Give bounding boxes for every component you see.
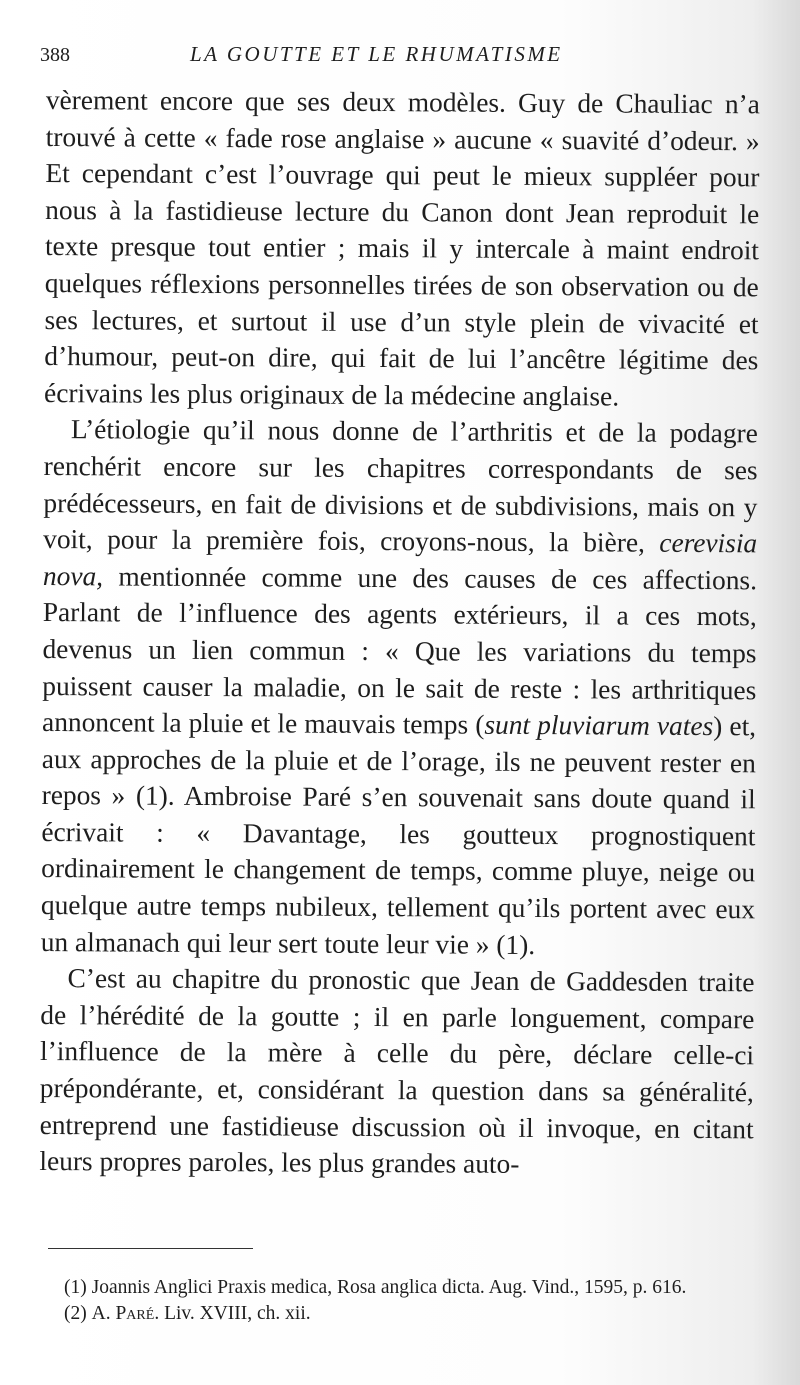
page-header	[40, 40, 760, 70]
paragraph-text: ) et, aux approches de la pluie et de l’orage, ils ne peuvent rester en repos » (1). Ambroise Paré s’en souvenait sans doute quand il écrivait : « Davantage, les goutteux prognostiquent ordinairement le changement de temps, comme pluye, neige ou quelque autre temps nubileux, tellement qu’ils portent avec eux un almanach qui leur sert toute leur vie » (1).	[40, 711, 757, 960]
footnote-marker: (1)	[64, 1277, 87, 1298]
paragraph-text: vèrement encore que ses deux modèles. Guy de Chauliac n’a trouvé à cette « fade rose anglaise » aucune « suavité d’odeur. » Et cependant c’est l’ouvrage qui peut le mieux suppléer pour nous à la fastidieuse lecture du Canon dont Jean reproduit le texte presque tout entier ; mais il y intercale à maint endroit quelques réflexions personnelles tirées de son observation ou de ses lectures, et surtout il use d’un style plein de vivacité et d’humour, peut-on dire, qui fait de lui l’ancêtre légitime des écrivains les plus originaux de la médecine anglaise.	[44, 84, 760, 412]
footnote	[48, 1275, 760, 1301]
paragraph-text: mentionnée comme une des causes de ces affections. Parlant de l’influence des agents extérieurs, il a ces mots, devenus un lien commun : « Que les variations du temps puissent causer la maladie, on le sait de reste : les arthritiques annoncent la pluie et le mauvais temps (	[41, 561, 758, 740]
paragraph-text: C’est au chapitre du pronostic que Jean de Gaddesden traite de l’hérédité de la goutte ; il en parle longuement, compare l’influence de la mère à celle du père, déclare celle-ci prépondérante, et, considérant la question dans sa généralité, entreprend une fastidieuse discussion où il invoque, en citant leurs propres paroles, les plus grandes auto-	[39, 963, 755, 1180]
footnote-author: A. Paré	[91, 1303, 155, 1324]
footnote-text: . Liv. XVIII, ch. xii.	[154, 1303, 311, 1324]
footnotes	[48, 1275, 760, 1327]
italic-text: cerevisia nova,	[42, 527, 758, 592]
footnote-marker: (2)	[64, 1303, 87, 1324]
running-title: LA GOUTTE ET LE RHUMATISME	[190, 42, 563, 66]
italic-text: sunt pluviarum vates	[484, 709, 714, 742]
footnote-separator	[48, 1248, 253, 1249]
page-number: 388	[40, 44, 70, 66]
paragraph	[41, 411, 758, 964]
body-text	[39, 82, 760, 1184]
paragraph	[44, 82, 760, 416]
footnote-text: Joannis Anglici Praxis medica, Rosa anglica dicta. Aug. Vind., 1595, p. 616.	[91, 1277, 687, 1298]
paragraph	[39, 960, 754, 1184]
footnote	[48, 1301, 760, 1327]
paragraph-text: L’étiologie qu’il nous donne de l’arthritis et de la podagre renchérit encore sur les chapitres correspondants de ses prédécesseurs, en fait de divisions et de subdivisions, mais on y voit, pour la première fois, croyons-nous, la bière,	[43, 414, 758, 558]
